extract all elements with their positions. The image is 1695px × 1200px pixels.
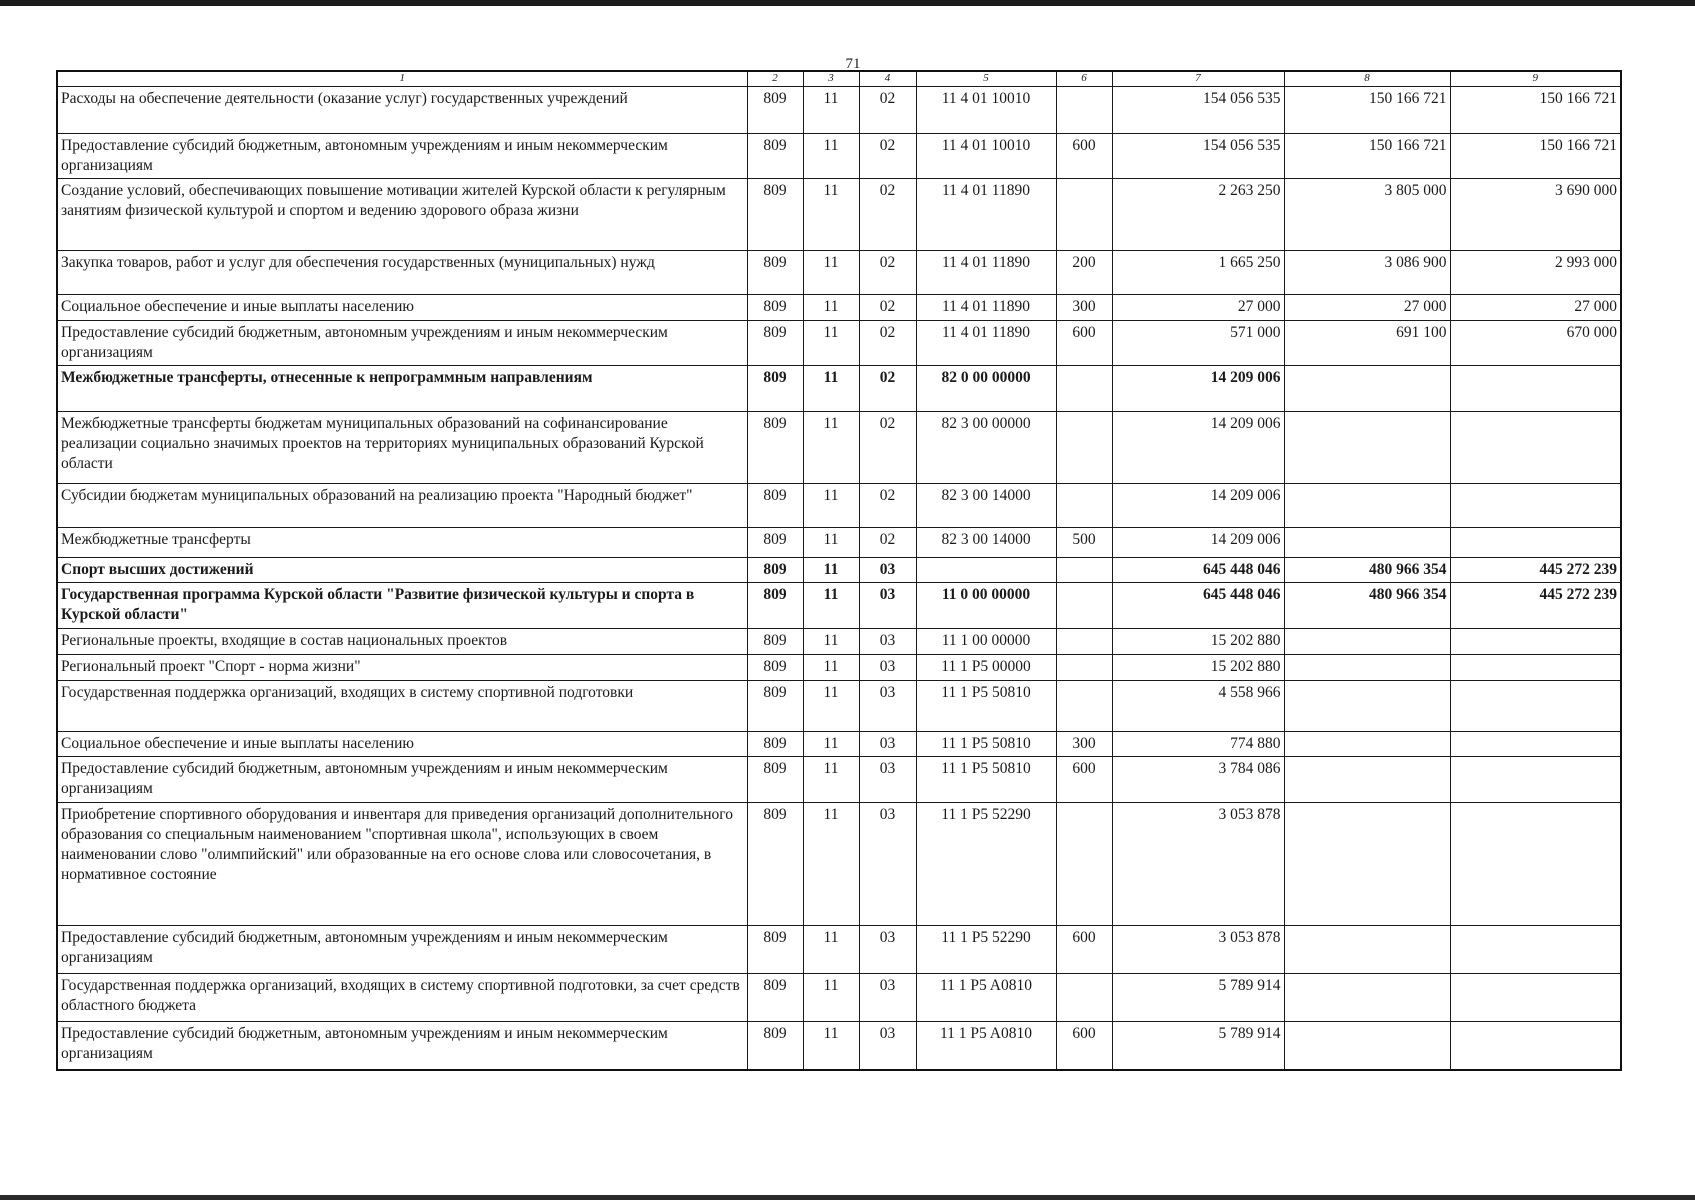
- amount-year-1: 645 448 046: [1112, 558, 1284, 583]
- target-article-code: [916, 558, 1056, 583]
- section-code: 11: [803, 732, 859, 757]
- amount-year-1: 2 263 250: [1112, 179, 1284, 251]
- expense-type-code: [1056, 974, 1112, 1022]
- row-description: Предоставление субсидий бюджетным, автономным учреждениям и иным некоммерческим организациям: [57, 321, 747, 366]
- amount-year-1: 15 202 880: [1112, 655, 1284, 681]
- ministry-code: 809: [747, 757, 803, 803]
- ministry-code: 809: [747, 629, 803, 655]
- table-row: [57, 321, 1621, 366]
- amount-year-3: [1450, 681, 1621, 732]
- ministry-code: 809: [747, 803, 803, 926]
- target-article-code: 11 4 01 11890: [916, 295, 1056, 321]
- section-code: 11: [803, 757, 859, 803]
- amount-year-1: 1 665 250: [1112, 251, 1284, 295]
- amount-year-3: [1450, 412, 1621, 484]
- amount-year-1: 3 053 878: [1112, 803, 1284, 926]
- expense-type-code: [1056, 681, 1112, 732]
- expense-type-code: [1056, 655, 1112, 681]
- section-code: 11: [803, 321, 859, 366]
- amount-year-1: 14 209 006: [1112, 412, 1284, 484]
- amount-year-1: 774 880: [1112, 732, 1284, 757]
- amount-year-1: 645 448 046: [1112, 583, 1284, 629]
- section-code: 11: [803, 926, 859, 974]
- row-description: Предоставление субсидий бюджетным, автономным учреждениям и иным некоммерческим организациям: [57, 926, 747, 974]
- section-code: 11: [803, 583, 859, 629]
- table-row: [57, 412, 1621, 484]
- expense-type-code: [1056, 366, 1112, 412]
- column-number: 9: [1450, 71, 1621, 87]
- ministry-code: 809: [747, 295, 803, 321]
- amount-year-2: [1284, 803, 1450, 926]
- ministry-code: 809: [747, 179, 803, 251]
- amount-year-3: [1450, 528, 1621, 558]
- row-description: Региональные проекты, входящие в состав национальных проектов: [57, 629, 747, 655]
- amount-year-2: [1284, 1022, 1450, 1070]
- section-code: 11: [803, 87, 859, 134]
- ministry-code: 809: [747, 655, 803, 681]
- subsection-code: 02: [859, 412, 916, 484]
- subsection-code: 02: [859, 295, 916, 321]
- section-code: 11: [803, 655, 859, 681]
- subsection-code: 02: [859, 179, 916, 251]
- column-number: 2: [747, 71, 803, 87]
- amount-year-2: 480 966 354: [1284, 583, 1450, 629]
- table-row: [57, 528, 1621, 558]
- expense-type-code: 600: [1056, 321, 1112, 366]
- subsection-code: 02: [859, 321, 916, 366]
- amount-year-1: 15 202 880: [1112, 629, 1284, 655]
- amount-year-2: [1284, 681, 1450, 732]
- amount-year-2: 150 166 721: [1284, 134, 1450, 179]
- expense-type-code: 300: [1056, 732, 1112, 757]
- target-article-code: 82 0 00 00000: [916, 366, 1056, 412]
- table-row: [57, 926, 1621, 974]
- amount-year-1: 154 056 535: [1112, 87, 1284, 134]
- amount-year-3: [1450, 484, 1621, 528]
- subsection-code: 02: [859, 251, 916, 295]
- amount-year-2: 3 805 000: [1284, 179, 1450, 251]
- ministry-code: 809: [747, 528, 803, 558]
- amount-year-2: [1284, 528, 1450, 558]
- amount-year-3: 2 993 000: [1450, 251, 1621, 295]
- target-article-code: 11 1 P5 50810: [916, 732, 1056, 757]
- amount-year-1: 14 209 006: [1112, 528, 1284, 558]
- amount-year-1: 5 789 914: [1112, 974, 1284, 1022]
- expense-type-code: [1056, 583, 1112, 629]
- expense-type-code: [1056, 629, 1112, 655]
- scan-edge-top: [0, 0, 1695, 6]
- amount-year-1: 571 000: [1112, 321, 1284, 366]
- amount-year-2: 3 086 900: [1284, 251, 1450, 295]
- row-description: Предоставление субсидий бюджетным, автономным учреждениям и иным некоммерческим организациям: [57, 1022, 747, 1070]
- table-body: [57, 87, 1621, 1070]
- expense-type-code: [1056, 412, 1112, 484]
- ministry-code: 809: [747, 134, 803, 179]
- amount-year-2: [1284, 926, 1450, 974]
- column-number: 6: [1056, 71, 1112, 87]
- amount-year-1: 3 053 878: [1112, 926, 1284, 974]
- section-code: 11: [803, 528, 859, 558]
- amount-year-3: [1450, 1022, 1621, 1070]
- amount-year-3: 150 166 721: [1450, 87, 1621, 134]
- subsection-code: 02: [859, 528, 916, 558]
- target-article-code: 11 1 P5 52290: [916, 803, 1056, 926]
- amount-year-3: 670 000: [1450, 321, 1621, 366]
- section-code: 11: [803, 412, 859, 484]
- table-row: [57, 366, 1621, 412]
- section-code: 11: [803, 366, 859, 412]
- expense-type-code: 600: [1056, 1022, 1112, 1070]
- amount-year-1: 14 209 006: [1112, 484, 1284, 528]
- row-description: Государственная программа Курской области "Развитие физической культуры и спорта в Курской области": [57, 583, 747, 629]
- amount-year-1: 4 558 966: [1112, 681, 1284, 732]
- amount-year-2: [1284, 412, 1450, 484]
- expense-type-code: 600: [1056, 134, 1112, 179]
- subsection-code: 03: [859, 926, 916, 974]
- amount-year-3: [1450, 803, 1621, 926]
- amount-year-1: 154 056 535: [1112, 134, 1284, 179]
- row-description: Предоставление субсидий бюджетным, автономным учреждениям и иным некоммерческим организациям: [57, 134, 747, 179]
- expense-type-code: 200: [1056, 251, 1112, 295]
- scan-edge-bottom: [0, 1195, 1695, 1200]
- subsection-code: 03: [859, 655, 916, 681]
- target-article-code: 11 0 00 00000: [916, 583, 1056, 629]
- target-article-code: 82 3 00 14000: [916, 528, 1056, 558]
- amount-year-2: [1284, 732, 1450, 757]
- column-number: 7: [1112, 71, 1284, 87]
- section-code: 11: [803, 558, 859, 583]
- amount-year-2: [1284, 757, 1450, 803]
- table-row: [57, 179, 1621, 251]
- target-article-code: 11 4 01 11890: [916, 321, 1056, 366]
- amount-year-3: 3 690 000: [1450, 179, 1621, 251]
- section-code: 11: [803, 803, 859, 926]
- row-description: Закупка товаров, работ и услуг для обеспечения государственных (муниципальных) нужд: [57, 251, 747, 295]
- ministry-code: 809: [747, 366, 803, 412]
- section-code: 11: [803, 134, 859, 179]
- target-article-code: 11 1 00 00000: [916, 629, 1056, 655]
- row-description: Предоставление субсидий бюджетным, автономным учреждениям и иным некоммерческим организациям: [57, 757, 747, 803]
- table-row: [57, 1022, 1621, 1070]
- amount-year-3: [1450, 974, 1621, 1022]
- column-number: 5: [916, 71, 1056, 87]
- row-description: Приобретение спортивного оборудования и инвентаря для приведения организаций дополнительного образования со специальным наименованием "спортивная школа", использующих в своем наименовании слово "олимпийский" или образованные на его основе слова или словосочетания, в нормативное состояние: [57, 803, 747, 926]
- subsection-code: 03: [859, 732, 916, 757]
- ministry-code: 809: [747, 87, 803, 134]
- table-row: [57, 295, 1621, 321]
- column-number: 4: [859, 71, 916, 87]
- expense-type-code: [1056, 87, 1112, 134]
- ministry-code: 809: [747, 412, 803, 484]
- expense-type-code: [1056, 558, 1112, 583]
- amount-year-3: [1450, 757, 1621, 803]
- row-description: Социальное обеспечение и иные выплаты населению: [57, 732, 747, 757]
- ministry-code: 809: [747, 251, 803, 295]
- section-code: 11: [803, 484, 859, 528]
- target-article-code: 11 1 P5 00000: [916, 655, 1056, 681]
- table-row: [57, 583, 1621, 629]
- section-code: 11: [803, 1022, 859, 1070]
- table-row: [57, 134, 1621, 179]
- budget-table-wrapper: [56, 70, 1620, 1071]
- amount-year-1: 5 789 914: [1112, 1022, 1284, 1070]
- table-row: [57, 655, 1621, 681]
- expense-type-code: 600: [1056, 926, 1112, 974]
- expense-type-code: [1056, 179, 1112, 251]
- subsection-code: 03: [859, 974, 916, 1022]
- expense-type-code: 600: [1056, 757, 1112, 803]
- ministry-code: 809: [747, 484, 803, 528]
- row-description: Спорт высших достижений: [57, 558, 747, 583]
- target-article-code: 11 1 P5 52290: [916, 926, 1056, 974]
- section-code: 11: [803, 681, 859, 732]
- subsection-code: 03: [859, 803, 916, 926]
- subsection-code: 02: [859, 87, 916, 134]
- row-description: Межбюджетные трансферты: [57, 528, 747, 558]
- table-row: [57, 484, 1621, 528]
- budget-table: [56, 70, 1622, 1071]
- row-description: Создание условий, обеспечивающих повышение мотивации жителей Курской области к регулярным занятиям физической культурой и спортом и ведению здорового образа жизни: [57, 179, 747, 251]
- amount-year-1: 14 209 006: [1112, 366, 1284, 412]
- section-code: 11: [803, 974, 859, 1022]
- ministry-code: 809: [747, 558, 803, 583]
- row-description: Межбюджетные трансферты, отнесенные к непрограммным направлениям: [57, 366, 747, 412]
- target-article-code: 11 1 P5 50810: [916, 757, 1056, 803]
- ministry-code: 809: [747, 681, 803, 732]
- amount-year-2: 480 966 354: [1284, 558, 1450, 583]
- row-description: Государственная поддержка организаций, входящих в систему спортивной подготовки: [57, 681, 747, 732]
- row-description: Межбюджетные трансферты бюджетам муниципальных образований на софинансирование реализации социально значимых проектов на территориях муниципальных образований Курской области: [57, 412, 747, 484]
- amount-year-2: [1284, 629, 1450, 655]
- table-row: [57, 251, 1621, 295]
- subsection-code: 03: [859, 558, 916, 583]
- table-row: [57, 681, 1621, 732]
- table-row: [57, 974, 1621, 1022]
- target-article-code: 11 4 01 11890: [916, 251, 1056, 295]
- target-article-code: 11 1 P5 A0810: [916, 1022, 1056, 1070]
- subsection-code: 03: [859, 583, 916, 629]
- target-article-code: 82 3 00 00000: [916, 412, 1056, 484]
- row-description: Социальное обеспечение и иные выплаты населению: [57, 295, 747, 321]
- row-description: Расходы на обеспечение деятельности (оказание услуг) государственных учреждений: [57, 87, 747, 134]
- expense-type-code: 300: [1056, 295, 1112, 321]
- subsection-code: 03: [859, 1022, 916, 1070]
- column-number: 3: [803, 71, 859, 87]
- ministry-code: 809: [747, 974, 803, 1022]
- section-code: 11: [803, 295, 859, 321]
- target-article-code: 11 4 01 10010: [916, 134, 1056, 179]
- expense-type-code: [1056, 484, 1112, 528]
- subsection-code: 03: [859, 757, 916, 803]
- column-number: 1: [57, 71, 747, 87]
- section-code: 11: [803, 251, 859, 295]
- target-article-code: 11 4 01 10010: [916, 87, 1056, 134]
- table-row: [57, 803, 1621, 926]
- expense-type-code: [1056, 803, 1112, 926]
- target-article-code: 11 1 P5 A0810: [916, 974, 1056, 1022]
- table-row: [57, 629, 1621, 655]
- amount-year-3: [1450, 926, 1621, 974]
- row-description: Региональный проект "Спорт - норма жизни": [57, 655, 747, 681]
- amount-year-2: [1284, 655, 1450, 681]
- amount-year-3: [1450, 366, 1621, 412]
- amount-year-3: 445 272 239: [1450, 558, 1621, 583]
- ministry-code: 809: [747, 926, 803, 974]
- column-number-row: [57, 71, 1621, 87]
- table-row: [57, 558, 1621, 583]
- amount-year-2: 150 166 721: [1284, 87, 1450, 134]
- amount-year-3: [1450, 629, 1621, 655]
- amount-year-1: 27 000: [1112, 295, 1284, 321]
- amount-year-2: 27 000: [1284, 295, 1450, 321]
- row-description: Государственная поддержка организаций, входящих в систему спортивной подготовки, за счет средств областного бюджета: [57, 974, 747, 1022]
- amount-year-3: 150 166 721: [1450, 134, 1621, 179]
- section-code: 11: [803, 179, 859, 251]
- column-number: 8: [1284, 71, 1450, 87]
- amount-year-3: 445 272 239: [1450, 583, 1621, 629]
- target-article-code: 82 3 00 14000: [916, 484, 1056, 528]
- amount-year-2: [1284, 366, 1450, 412]
- ministry-code: 809: [747, 1022, 803, 1070]
- subsection-code: 02: [859, 484, 916, 528]
- target-article-code: 11 1 P5 50810: [916, 681, 1056, 732]
- amount-year-3: 27 000: [1450, 295, 1621, 321]
- subsection-code: 03: [859, 681, 916, 732]
- ministry-code: 809: [747, 732, 803, 757]
- amount-year-1: 3 784 086: [1112, 757, 1284, 803]
- amount-year-2: 691 100: [1284, 321, 1450, 366]
- amount-year-2: [1284, 974, 1450, 1022]
- ministry-code: 809: [747, 321, 803, 366]
- amount-year-2: [1284, 484, 1450, 528]
- page-number: 71: [845, 56, 861, 72]
- ministry-code: 809: [747, 583, 803, 629]
- row-description: Субсидии бюджетам муниципальных образований на реализацию проекта "Народный бюджет": [57, 484, 747, 528]
- subsection-code: 02: [859, 134, 916, 179]
- target-article-code: 11 4 01 11890: [916, 179, 1056, 251]
- amount-year-3: [1450, 732, 1621, 757]
- table-row: [57, 732, 1621, 757]
- table-row: [57, 87, 1621, 134]
- subsection-code: 02: [859, 366, 916, 412]
- section-code: 11: [803, 629, 859, 655]
- amount-year-3: [1450, 655, 1621, 681]
- expense-type-code: 500: [1056, 528, 1112, 558]
- table-row: [57, 757, 1621, 803]
- subsection-code: 03: [859, 629, 916, 655]
